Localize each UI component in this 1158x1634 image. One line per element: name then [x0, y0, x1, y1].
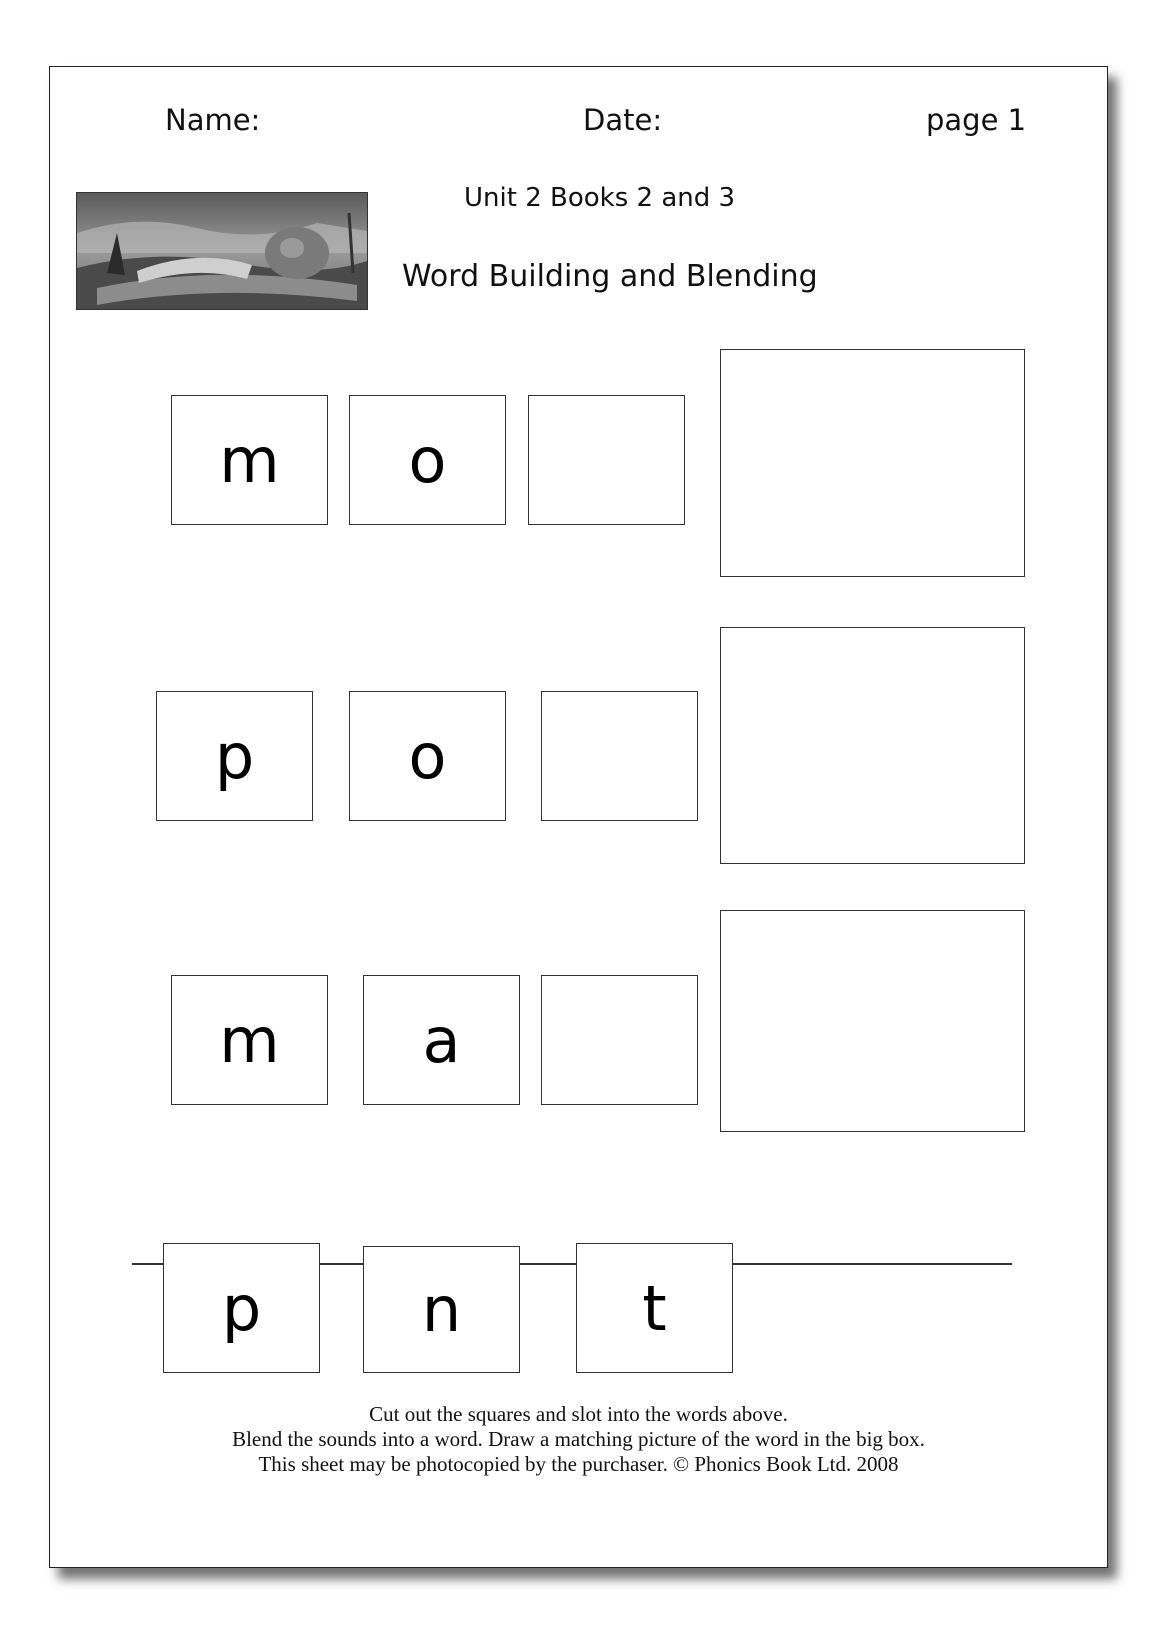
empty-letter-slot[interactable] — [541, 975, 698, 1105]
page-number: page 1 — [926, 103, 1027, 137]
empty-letter-slot[interactable] — [541, 691, 698, 821]
picture-drawing-box[interactable] — [720, 910, 1025, 1132]
instructions-line-2: Blend the sounds into a word. Draw a matching picture of the word in the big box. — [232, 1427, 925, 1451]
cutout-letter-square[interactable]: t — [576, 1243, 733, 1373]
picture-drawing-box[interactable] — [720, 349, 1025, 577]
name-label: Name: — [165, 103, 261, 137]
picture-drawing-box[interactable] — [720, 627, 1025, 864]
instructions-line-1: Cut out the squares and slot into the words above. — [369, 1402, 788, 1426]
letter-box: a — [363, 975, 520, 1105]
worksheet-title: Word Building and Blending — [402, 259, 818, 294]
copyright-notice: This sheet may be photocopied by the purchaser. © Phonics Book Ltd. 2008 — [258, 1452, 899, 1476]
letter-box: o — [349, 395, 506, 525]
date-label: Date: — [583, 103, 663, 137]
cutout-letter-square[interactable]: n — [363, 1246, 520, 1373]
worksheet-page — [49, 66, 1108, 1568]
letter-box: p — [156, 691, 313, 821]
unit-label: Unit 2 Books 2 and 3 — [464, 183, 736, 213]
letter-box: m — [171, 975, 328, 1105]
letter-box: o — [349, 691, 506, 821]
cutout-letter-square[interactable]: p — [163, 1243, 320, 1373]
empty-letter-slot[interactable] — [528, 395, 685, 525]
letter-box: m — [171, 395, 328, 525]
story-illustration — [76, 192, 368, 310]
